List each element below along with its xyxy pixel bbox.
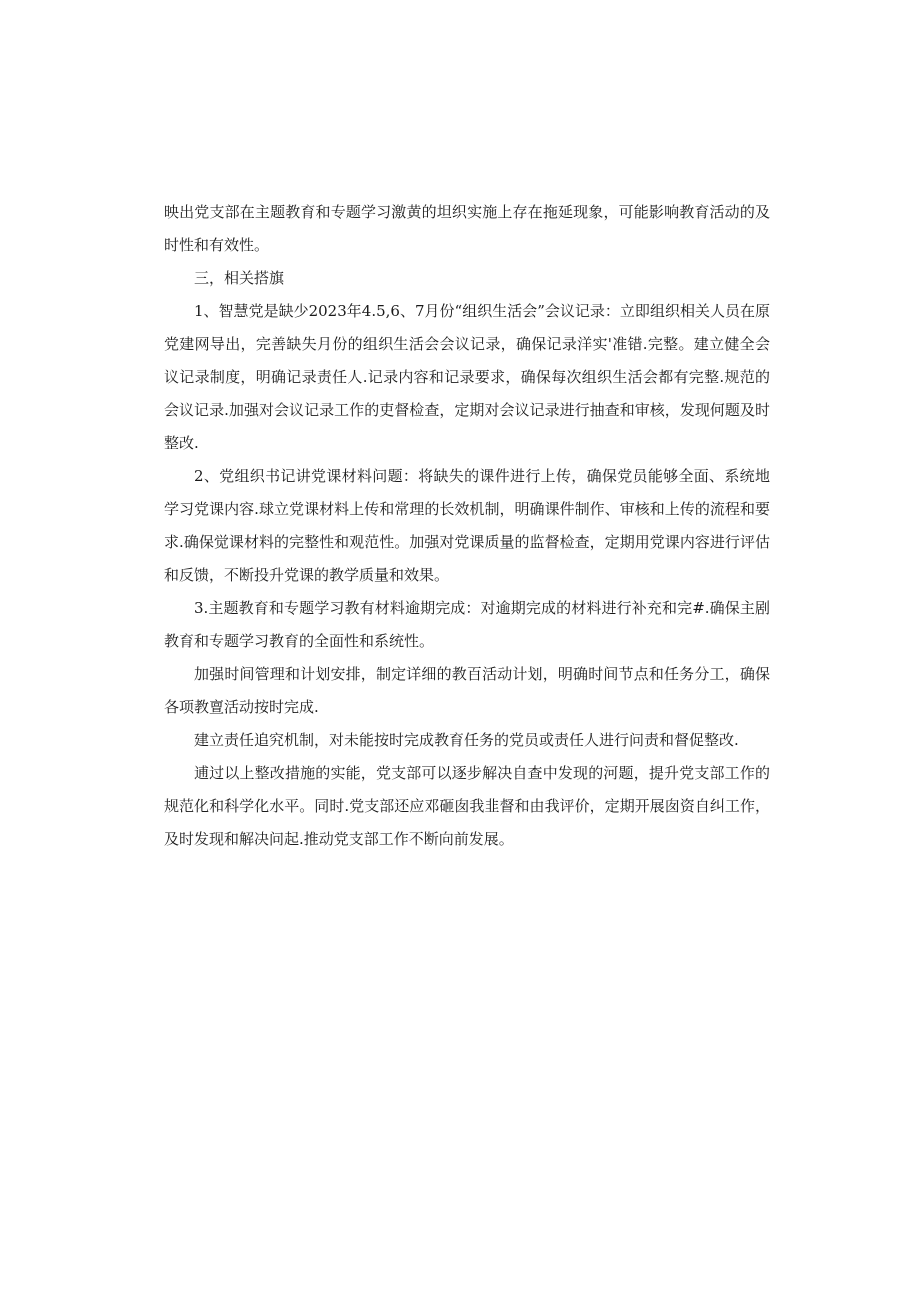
paragraph-time-management: 加强时间管理和计划安排，制定详细的教百活动计划，明确时间节点和任务分工，确保各项教亶活动按时完成.	[164, 665, 770, 716]
paragraph-continuation: 映出党支部在主题教育和专题学习激黄的坦织实施上存在拖延现象，可能影响教育活动的及时性和有效性。	[164, 203, 770, 254]
paragraph-item-2: 2、党组织书记讲党课材料问题：将缺失的课件进行上传，确保党员能够全面、系统地学习党课内容.球立党课材料上传和常理的长效机制，明确课件制作、审核和上传的流程和要求.确保觉课材料的完整性和观范性。加强对党课质量的监督检查，定期用党课内容进行评估和反馈，不断投升党课的教学质量和效果。	[164, 467, 770, 584]
paragraph-conclusion: 逋过以上整改措施的实能，党支部可以逐步解决自查中发现的河题，提升党支部工作的规范化和科学化水平。同时.党支部还应邓砸囱我韭督和由我评价，定期开展囱资自纠工作，及时发现和解决问起.推动党支部工作不断向前发展。	[164, 764, 770, 848]
paragraph-accountability: 建立责任追究机制，对未能按时完成教育任务的党员或责任人进行问责和督促整改.	[194, 731, 739, 749]
section-heading: 三，相关搭旗	[194, 269, 285, 287]
paragraph-item-3: 3.主题教育和专题学习教有材料逾期完成：对逾期完成的材料进行补充和完#.确保主剧教育和专题学习教育的全面性和系统性。	[164, 599, 770, 650]
document-body	[164, 196, 770, 856]
paragraph-item-1: 1、智慧党是缺少2023年4.5,6、7月份“组织生活会”会议记录：立即组织相关人员在原党建网导出，完善缺失月份的组织生活会会议记录，确保记录洋实'准错.完整。建立健全会议记录制度，明确记录责任人.记录内容和记录要求，确保每次组织生活会都有完整.规范的会议记录.加强对会议记录工作的吏督检查，定期对会议记录进行抽查和审核，发现何题及时整改.	[164, 302, 770, 452]
